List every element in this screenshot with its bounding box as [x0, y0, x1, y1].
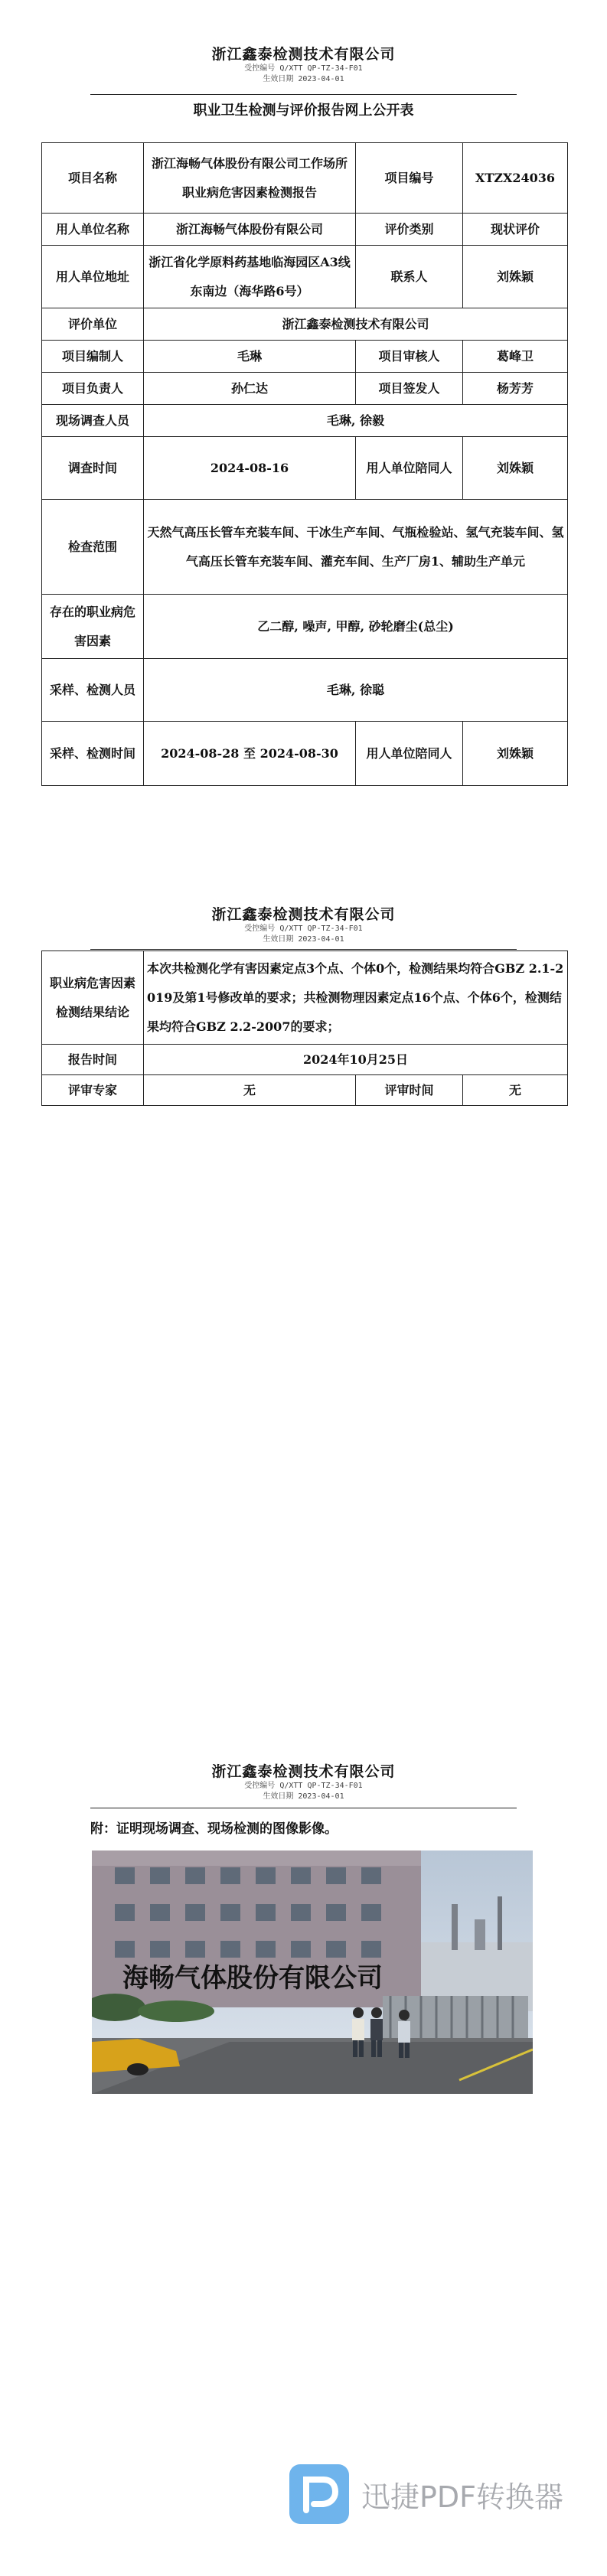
eval-type-value: 现状评价: [463, 214, 568, 246]
conclusion-label: 职业病危害因素检测结果结论: [42, 951, 144, 1045]
scope-label: 检查范围: [42, 500, 144, 595]
report-title: 职业卫生检测与评价报告网上公开表: [193, 103, 414, 119]
review-expert-label: 评审专家: [42, 1075, 144, 1106]
table-row: [42, 246, 568, 308]
table-row: [42, 341, 568, 373]
review-time-label: 评审时间: [356, 1075, 463, 1106]
header-rule: [90, 949, 517, 950]
converter-watermark: [289, 2464, 563, 2524]
building-sign-text: 海畅气体股份有限公司: [122, 1963, 383, 1994]
table-row: [42, 308, 568, 341]
eval-type-label: 评价类别: [356, 214, 463, 246]
table-row: [42, 722, 568, 786]
doc-number: 受控编号 Q/XTT QP-TZ-34-F01: [244, 924, 363, 933]
doc-number: 受控编号 Q/XTT QP-TZ-34-F01: [244, 64, 363, 73]
survey-time-value: 2024-08-16: [144, 437, 356, 500]
company-name: 浙江鑫泰检测技术有限公司: [211, 1763, 396, 1780]
page3-header: [0, 1760, 607, 1802]
hazard-label: 存在的职业病危害因素: [42, 595, 144, 659]
leader-value: 孙仁达: [144, 373, 356, 405]
compiler-label: 项目编制人: [42, 341, 144, 373]
reviewer-label: 项目审核人: [356, 341, 463, 373]
conclusion-value: 本次共检测化学有害因素定点3个点、个体0个，检测结果均符合GBZ 2.1-2019及第1号修改单的要求；共检测物理因素定点16个点、个体6个，检测结果均符合GBZ 2.2-2007的要求；: [144, 951, 568, 1045]
sampling-time-label: 采样、检测时间: [42, 722, 144, 786]
table-row: [42, 405, 568, 437]
pdf-converter-logo-icon: [289, 2464, 349, 2524]
survey-time-label: 调查时间: [42, 437, 144, 500]
effective-date: 生效日期 2023-04-01: [263, 1792, 344, 1801]
sampling-staff-value: 毛琳, 徐聪: [144, 659, 568, 722]
employer-label: 用人单位名称: [42, 214, 144, 246]
table-row: [42, 214, 568, 246]
table-row: [42, 373, 568, 405]
company-name: 浙江鑫泰检测技术有限公司: [211, 46, 396, 63]
issuer-label: 项目签发人: [356, 373, 463, 405]
escort2-label: 用人单位陪同人: [356, 722, 463, 786]
eval-unit-label: 评价单位: [42, 308, 144, 341]
doc-number: 受控编号 Q/XTT QP-TZ-34-F01: [244, 1782, 363, 1790]
table-row: [42, 143, 568, 214]
page2-header: [0, 903, 607, 945]
report-time-value: 2024年10月25日: [144, 1045, 568, 1075]
sampling-staff-label: 采样、检测人员: [42, 659, 144, 722]
address-label: 用人单位地址: [42, 246, 144, 308]
project-no-label: 项目编号: [356, 143, 463, 214]
disclosure-table: [41, 142, 568, 786]
survey-staff-value: 毛琳, 徐毅: [144, 405, 568, 437]
leader-label: 项目负责人: [42, 373, 144, 405]
table-row: [42, 659, 568, 722]
sampling-time-value: 2024-08-28 至 2024-08-30: [144, 722, 356, 786]
escort-value: 刘姝颖: [463, 437, 568, 500]
address-value: 浙江省化学原料药基地临海园区A3线东南边（海华路6号）: [144, 246, 356, 308]
conclusion-table: [41, 951, 568, 1106]
table-row: [42, 951, 568, 1045]
eval-unit-value: 浙江鑫泰检测技术有限公司: [144, 308, 568, 341]
company-name: 浙江鑫泰检测技术有限公司: [211, 906, 396, 923]
employer-value: 浙江海畅气体股份有限公司: [144, 214, 356, 246]
report-time-label: 报告时间: [42, 1045, 144, 1075]
table-row: [42, 500, 568, 595]
project-name-label: 项目名称: [42, 143, 144, 214]
escort-label: 用人单位陪同人: [356, 437, 463, 500]
reviewer-value: 葛峰卫: [463, 341, 568, 373]
project-name-value: 浙江海畅气体股份有限公司工作场所职业病危害因素检测报告: [144, 143, 356, 214]
header-rule: [90, 94, 517, 95]
table-row: [42, 437, 568, 500]
escort2-value: 刘姝颖: [463, 722, 568, 786]
issuer-value: 杨芳芳: [463, 373, 568, 405]
contact-label: 联系人: [356, 246, 463, 308]
survey-staff-label: 现场调查人员: [42, 405, 144, 437]
table-row: [42, 1045, 568, 1075]
project-no-value: XTZX24036: [463, 143, 568, 214]
site-survey-photo: [92, 1850, 533, 2094]
page1-header: [0, 43, 607, 85]
review-time-value: 无: [463, 1075, 568, 1106]
review-expert-value: 无: [144, 1075, 356, 1106]
scope-value: 天然气高压长管车充装车间、干冰生产车间、气瓶检验站、氢气充装车间、氢气高压长管车充装车间、灌充车间、生产厂房1、辅助生产单元: [144, 500, 568, 595]
effective-date: 生效日期 2023-04-01: [263, 935, 344, 944]
table-row: [42, 595, 568, 659]
hazard-value: 乙二醇, 噪声, 甲醇, 砂轮磨尘(总尘): [144, 595, 568, 659]
contact-value: 刘姝颖: [463, 246, 568, 308]
table-row: [42, 1075, 568, 1106]
attachment-caption: 附：证明现场调查、现场检测的图像影像。: [90, 1821, 338, 1837]
compiler-value: 毛琳: [144, 341, 356, 373]
effective-date: 生效日期 2023-04-01: [263, 75, 344, 83]
watermark-text: 迅捷PDF转换器: [361, 2480, 564, 2514]
